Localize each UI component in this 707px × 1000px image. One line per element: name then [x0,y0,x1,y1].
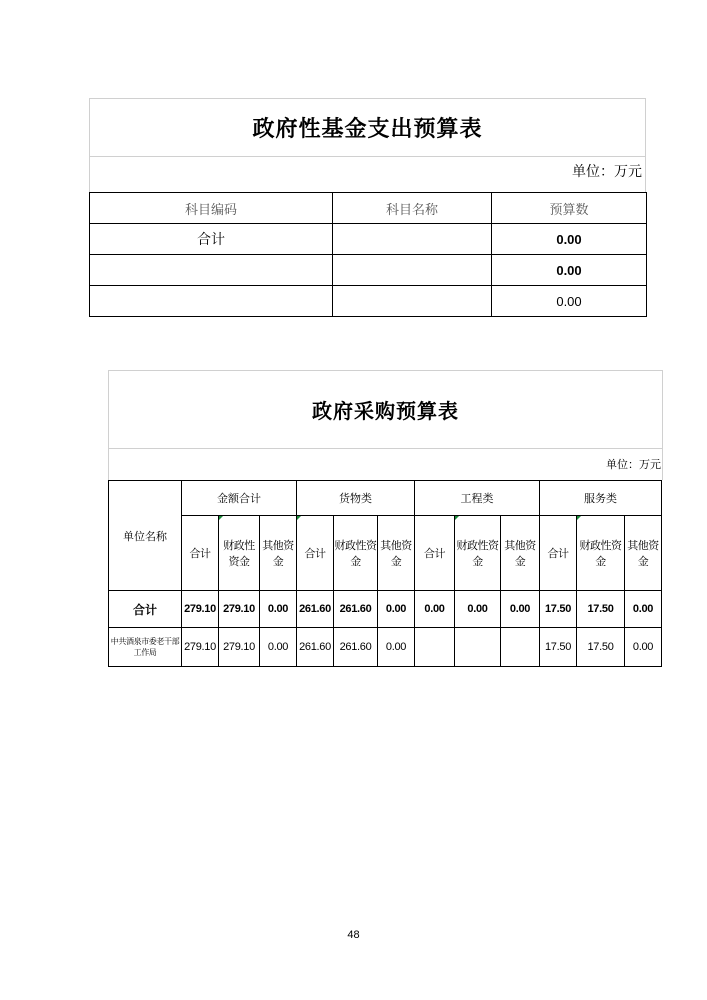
header-unit-name: 单位名称 [109,481,182,591]
cell-value: 17.50 [577,591,625,628]
divider [89,156,646,157]
cell-value: 261.60 [334,628,378,667]
divider [108,448,663,449]
row-unit-name: 中共酒泉市委老干部工作局 [109,628,182,667]
cell-value: 261.60 [297,591,334,628]
cell-value: 17.50 [577,628,625,667]
cell-value: 0.00 [378,591,415,628]
header-total: 合计 [297,516,334,591]
header-other-funds: 其他资金 [378,516,415,591]
procurement-table-grid [108,480,662,667]
row-amount: 0.00 [492,224,647,255]
header-fiscal-funds: 财政性资金 [334,516,378,591]
row-name [333,286,492,317]
cell-value [501,628,540,667]
table-title: 政府采购预算表 [312,398,459,423]
cell-value [455,628,501,667]
group-header-row [109,481,662,516]
header-group-goods: 货物类 [297,481,415,516]
unit-label: 单位：万元 [572,164,642,180]
cell-value: 279.10 [182,591,219,628]
cell-value [415,628,455,667]
header-total: 合计 [415,516,455,591]
row-name [333,224,492,255]
row-name [333,255,492,286]
cell-value: 0.00 [260,591,297,628]
cell-value: 0.00 [378,628,415,667]
cell-value: 279.10 [182,628,219,667]
cell-value: 261.60 [334,591,378,628]
header-total: 合计 [540,516,577,591]
table-row-total [109,591,662,628]
sub-header-row [109,516,662,591]
row-code [90,255,333,286]
header-group-services: 服务类 [540,481,662,516]
header-group-total: 金额合计 [182,481,297,516]
table-row [90,255,647,286]
cell-value: 0.00 [455,591,501,628]
header-subject-code: 科目编码 [90,193,333,224]
header-other-funds: 其他资金 [260,516,297,591]
fund-table-grid [89,192,647,317]
row-code: 合计 [90,224,333,255]
table-row [109,628,662,667]
row-amount: 0.00 [492,286,647,317]
row-unit-name: 合计 [109,591,182,628]
row-code [90,286,333,317]
header-fiscal-funds: 财政性资金 [219,516,260,591]
header-fiscal-funds: 财政性资金 [455,516,501,591]
cell-value: 0.00 [260,628,297,667]
cell-value: 0.00 [625,628,662,667]
row-amount: 0.00 [492,255,647,286]
header-other-funds: 其他资金 [625,516,662,591]
header-group-works: 工程类 [415,481,540,516]
cell-value: 17.50 [540,628,577,667]
header-other-funds: 其他资金 [501,516,540,591]
cell-value: 0.00 [501,591,540,628]
header-fiscal-funds: 财政性资金 [577,516,625,591]
header-subject-name: 科目名称 [333,193,492,224]
cell-value: 279.10 [219,591,260,628]
cell-value: 279.10 [219,628,260,667]
header-total: 合计 [182,516,219,591]
table-title: 政府性基金支出预算表 [252,115,483,142]
table-row [90,286,647,317]
cell-value: 17.50 [540,591,577,628]
cell-value: 0.00 [415,591,455,628]
cell-value: 0.00 [625,591,662,628]
unit-label: 单位：万元 [606,458,661,471]
cell-value: 261.60 [297,628,334,667]
page-number: 48 [347,929,360,941]
table-row [90,224,647,255]
table-header-row [90,193,647,224]
header-budget-amount: 预算数 [492,193,647,224]
